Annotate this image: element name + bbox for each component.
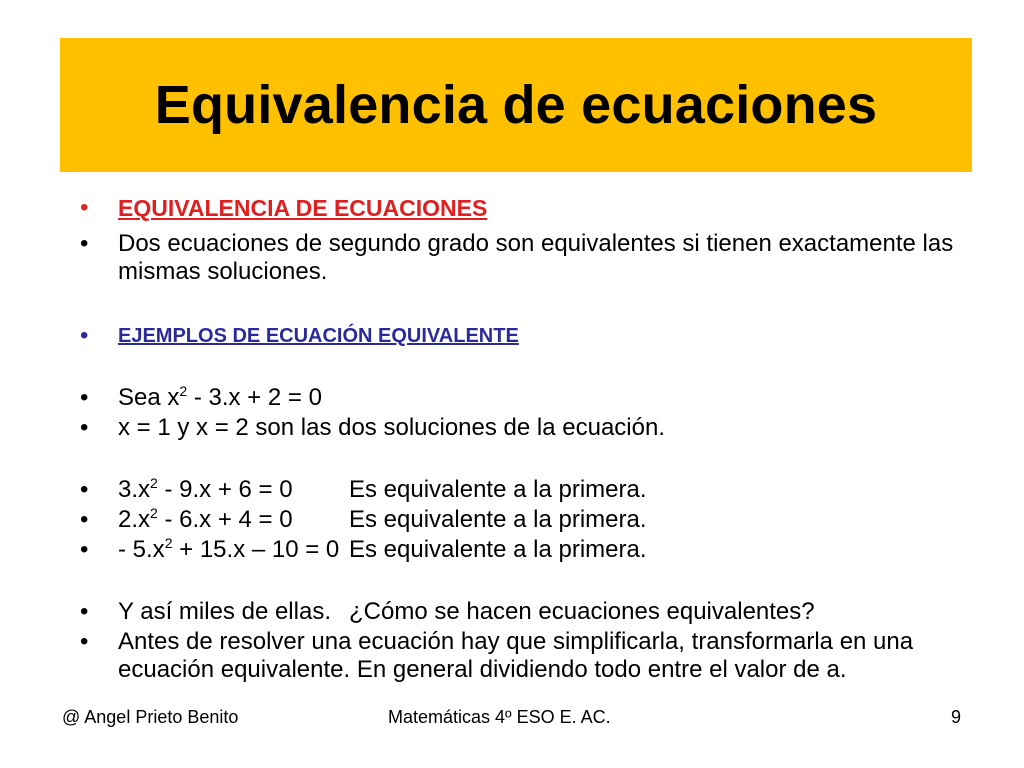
exponent: 2: [150, 505, 158, 521]
bullet-icon: •: [80, 322, 89, 349]
bullet-icon: •: [80, 230, 89, 257]
equation-part: 2.x: [118, 506, 151, 533]
exponent: 2: [164, 535, 173, 551]
exponent: 2: [150, 475, 158, 491]
equation-part: 3.x: [118, 476, 151, 503]
bullet-icon: •: [80, 506, 89, 533]
equation-part: - 6.x + 4 = 0: [157, 506, 293, 533]
sea-rest: - 3.x + 2 = 0: [187, 384, 322, 411]
slide-title: Equivalencia de ecuaciones: [154, 75, 878, 135]
title-banner: [60, 38, 972, 172]
sea-equation: [118, 384, 968, 412]
equation-part: + 15.x – 10 = 0: [172, 536, 340, 563]
bullet-icon: •: [80, 628, 89, 655]
footer-author: @ Angel Prieto Benito: [62, 707, 239, 727]
example-note: Es equivalente a la primera.: [349, 536, 647, 563]
miles-text: Y así miles de ellas.: [118, 598, 331, 625]
equation-part: - 5.x: [118, 536, 165, 563]
bullet-icon: •: [80, 414, 89, 441]
footer-course: Matemáticas 4º ESO E. AC.: [388, 707, 611, 727]
sea-prefix: Sea x: [118, 384, 180, 411]
heading-ejemplos: EJEMPLOS DE ECUACIÓN EQUIVALENTE: [118, 325, 519, 347]
bullet-icon: •: [80, 476, 89, 503]
question-text: ¿Cómo se hacen ecuaciones equivalentes?: [349, 598, 815, 625]
example-note: Es equivalente a la primera.: [349, 506, 647, 533]
heading-equivalencia: EQUIVALENCIA DE ECUACIONES: [118, 195, 488, 221]
bullet-icon: •: [80, 384, 89, 411]
bullet-icon: •: [80, 194, 89, 221]
solutions-text: x = 1 y x = 2 son las dos soluciones de la ecuación.: [118, 414, 665, 441]
example-note: Es equivalente a la primera.: [349, 476, 647, 503]
equation-part: - 9.x + 6 = 0: [157, 476, 293, 503]
bullet-icon: •: [80, 598, 89, 625]
footer-page-number: 9: [951, 707, 962, 727]
definition-text: Dos ecuaciones de segundo grado son equivalentes si tienen exactamente las mismas soluciones.: [118, 230, 954, 285]
exponent: 2: [179, 383, 188, 399]
antes-text: Antes de resolver una ecuación hay que simplificarla, transformarla en una ecuación equivalente. En general dividiendo todo entre el valor de a.: [118, 628, 914, 683]
bullet-icon: •: [80, 536, 89, 563]
